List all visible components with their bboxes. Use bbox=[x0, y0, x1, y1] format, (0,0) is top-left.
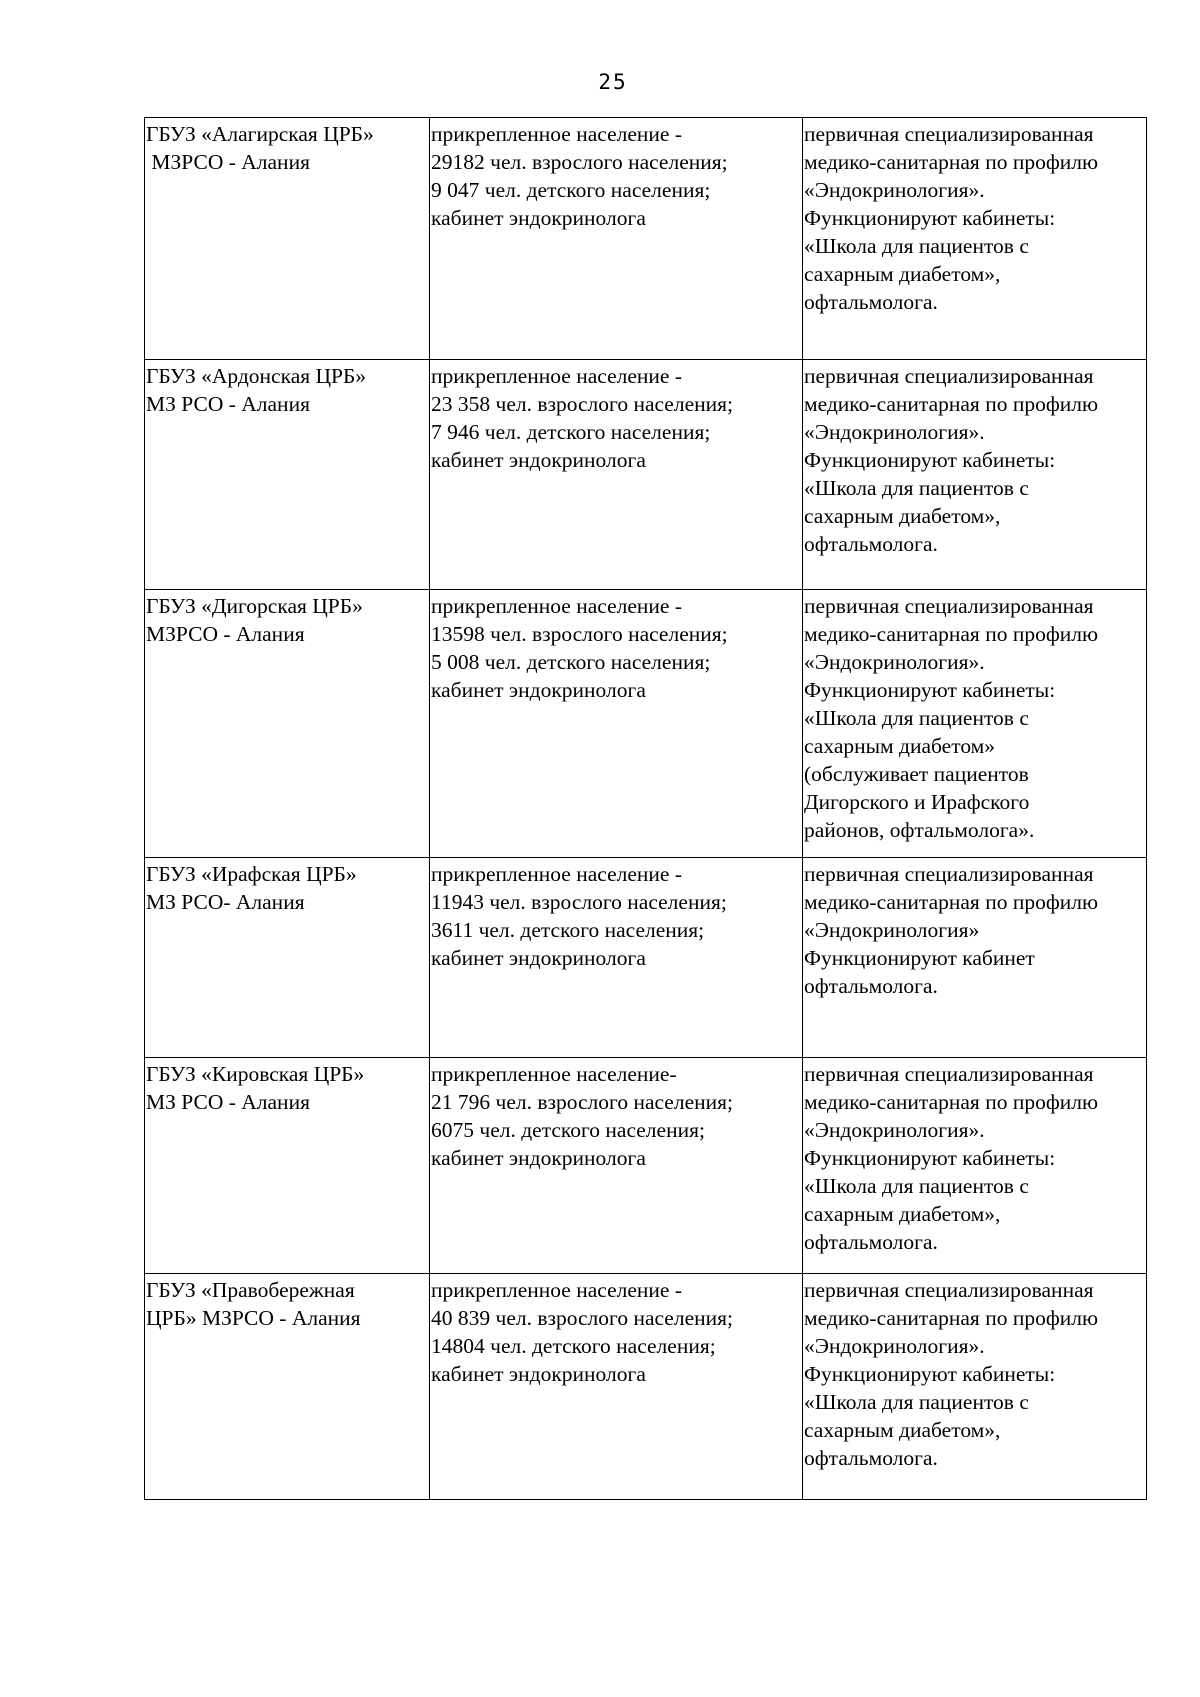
cell-line: 6075 чел. детского населения; bbox=[431, 1118, 705, 1142]
cell-line: сахарным диабетом», bbox=[804, 1202, 1001, 1226]
cell-line: 13598 чел. взрослого населения; bbox=[431, 622, 728, 646]
cell-line: 7 946 чел. детского населения; bbox=[431, 420, 711, 444]
cell-line: 5 008 чел. детского населения; bbox=[431, 650, 711, 674]
table-row bbox=[145, 118, 1147, 360]
cell-line: ГБУЗ «Ардонская ЦРБ» bbox=[146, 364, 367, 388]
cell-line: кабинет эндокринолога bbox=[431, 206, 646, 230]
cell-line: первичная специализированная bbox=[804, 862, 1094, 886]
cell-line: «Школа для пациентов с bbox=[804, 1174, 1029, 1198]
cell-line: ГБУЗ «Дигорская ЦРБ» bbox=[146, 594, 363, 618]
facilities-table bbox=[144, 117, 1147, 1500]
cell-line: 23 358 чел. взрослого населения; bbox=[431, 392, 733, 416]
cell-line: МЗ РСО - Алания bbox=[146, 392, 310, 416]
population-cell bbox=[430, 360, 803, 590]
population-cell bbox=[430, 590, 803, 858]
table-row bbox=[145, 858, 1147, 1058]
cell-line: «Эндокринология». bbox=[804, 420, 985, 444]
cell-line: прикрепленное население - bbox=[431, 122, 682, 146]
cell-line: прикрепленное население - bbox=[431, 862, 682, 886]
cell-line: «Школа для пациентов с bbox=[804, 476, 1029, 500]
cell-line: Функционируют кабинеты: bbox=[804, 206, 1056, 230]
cell-line: МЗ РСО - Алания bbox=[146, 1090, 310, 1114]
cell-line: 14804 чел. детского населения; bbox=[431, 1334, 716, 1358]
org-cell bbox=[145, 1058, 430, 1274]
cell-line: МЗ РСО- Алания bbox=[146, 890, 305, 914]
cell-line: (обслуживает пациентов bbox=[804, 762, 1029, 786]
cell-line: МЗРСО - Алания bbox=[146, 150, 310, 174]
cell-line: ГБУЗ «Ирафская ЦРБ» bbox=[146, 862, 357, 886]
cell-line: сахарным диабетом», bbox=[804, 262, 1001, 286]
cell-line: медико-санитарная по профилю bbox=[804, 622, 1099, 646]
population-cell bbox=[430, 858, 803, 1058]
cell-line: «Школа для пациентов с bbox=[804, 234, 1029, 258]
cell-line: кабинет эндокринолога bbox=[431, 448, 646, 472]
cell-line: МЗРСО - Алания bbox=[146, 622, 305, 646]
cell-line: офтальмолога. bbox=[804, 1230, 938, 1254]
cell-line: Функционируют кабинет bbox=[804, 946, 1035, 970]
care-cell bbox=[803, 858, 1147, 1058]
cell-line: прикрепленное население- bbox=[431, 1062, 677, 1086]
cell-line: Функционируют кабинеты: bbox=[804, 1362, 1056, 1386]
cell-line: прикрепленное население - bbox=[431, 1278, 682, 1302]
cell-line: «Эндокринология». bbox=[804, 650, 985, 674]
cell-line: ГБУЗ «Кировская ЦРБ» bbox=[146, 1062, 365, 1086]
cell-line: Функционируют кабинеты: bbox=[804, 448, 1056, 472]
cell-line: сахарным диабетом», bbox=[804, 504, 1001, 528]
cell-line: 29182 чел. взрослого населения; bbox=[431, 150, 728, 174]
cell-line: «Школа для пациентов с bbox=[804, 1390, 1029, 1414]
care-cell bbox=[803, 118, 1147, 360]
cell-line: «Эндокринология». bbox=[804, 178, 985, 202]
org-cell bbox=[145, 858, 430, 1058]
cell-line: медико-санитарная по профилю bbox=[804, 1090, 1099, 1114]
cell-line: первичная специализированная bbox=[804, 364, 1094, 388]
table-row bbox=[145, 590, 1147, 858]
cell-line: медико-санитарная по профилю bbox=[804, 890, 1099, 914]
cell-line: первичная специализированная bbox=[804, 594, 1094, 618]
cell-line: Функционируют кабинеты: bbox=[804, 678, 1056, 702]
care-cell bbox=[803, 590, 1147, 858]
cell-line: прикрепленное население - bbox=[431, 594, 682, 618]
table-row bbox=[145, 1274, 1147, 1500]
cell-line: «Школа для пациентов с bbox=[804, 706, 1029, 730]
cell-line: медико-санитарная по профилю bbox=[804, 1306, 1099, 1330]
cell-line: прикрепленное население - bbox=[431, 364, 682, 388]
cell-line: кабинет эндокринолога bbox=[431, 946, 646, 970]
org-cell bbox=[145, 360, 430, 590]
cell-line: районов, офтальмолога». bbox=[804, 818, 1035, 842]
cell-line: первичная специализированная bbox=[804, 1278, 1094, 1302]
population-cell bbox=[430, 1058, 803, 1274]
cell-line: кабинет эндокринолога bbox=[431, 1362, 646, 1386]
cell-line: первичная специализированная bbox=[804, 122, 1094, 146]
cell-line: медико-санитарная по профилю bbox=[804, 392, 1099, 416]
cell-line: медико-санитарная по профилю bbox=[804, 150, 1099, 174]
cell-line: ГБУЗ «Алагирская ЦРБ» bbox=[146, 122, 374, 146]
cell-line: офтальмолога. bbox=[804, 290, 938, 314]
care-cell bbox=[803, 360, 1147, 590]
cell-line: 3611 чел. детского населения; bbox=[431, 918, 705, 942]
cell-line: «Эндокринология». bbox=[804, 1334, 985, 1358]
cell-line: первичная специализированная bbox=[804, 1062, 1094, 1086]
population-cell bbox=[430, 118, 803, 360]
cell-line: 9 047 чел. детского населения; bbox=[431, 178, 711, 202]
care-cell bbox=[803, 1274, 1147, 1500]
cell-line: ЦРБ» МЗРСО - Алания bbox=[146, 1306, 361, 1330]
table-row bbox=[145, 360, 1147, 590]
cell-line: Дигорского и Ирафского bbox=[804, 790, 1030, 814]
org-cell bbox=[145, 590, 430, 858]
population-cell bbox=[430, 1274, 803, 1500]
cell-line: кабинет эндокринолога bbox=[431, 678, 646, 702]
cell-line: офтальмолога. bbox=[804, 532, 938, 556]
org-cell bbox=[145, 118, 430, 360]
cell-line: 40 839 чел. взрослого населения; bbox=[431, 1306, 733, 1330]
page-number: 25 bbox=[598, 70, 628, 94]
cell-line: ГБУЗ «Правобережная bbox=[146, 1278, 355, 1302]
cell-line: «Эндокринология». bbox=[804, 1118, 985, 1142]
cell-line: офтальмолога. bbox=[804, 974, 938, 998]
cell-line: сахарным диабетом», bbox=[804, 1418, 1001, 1442]
org-cell bbox=[145, 1274, 430, 1500]
table-row bbox=[145, 1058, 1147, 1274]
cell-line: «Эндокринология» bbox=[804, 918, 980, 942]
care-cell bbox=[803, 1058, 1147, 1274]
cell-line: 21 796 чел. взрослого населения; bbox=[431, 1090, 733, 1114]
cell-line: сахарным диабетом» bbox=[804, 734, 996, 758]
cell-line: Функционируют кабинеты: bbox=[804, 1146, 1056, 1170]
cell-line: кабинет эндокринолога bbox=[431, 1146, 646, 1170]
cell-line: 11943 чел. взрослого населения; bbox=[431, 890, 727, 914]
cell-line: офтальмолога. bbox=[804, 1446, 938, 1470]
